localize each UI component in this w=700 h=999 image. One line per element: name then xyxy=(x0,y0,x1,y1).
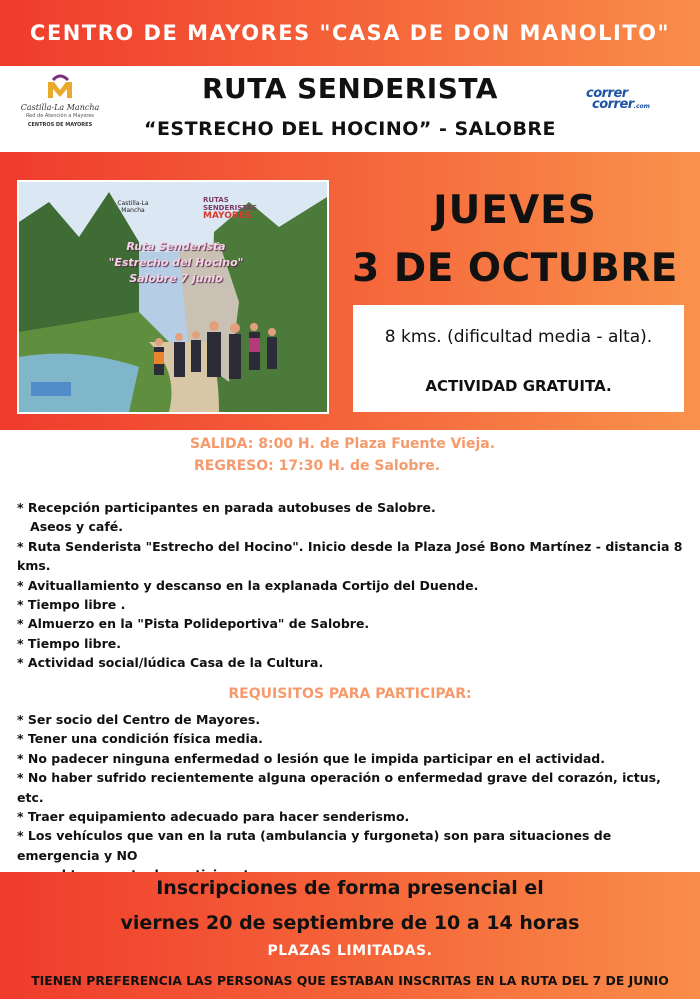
correr-logo-line1: correr xyxy=(586,86,628,101)
correr-logo-line2: correr xyxy=(592,97,634,112)
return-time: REGRESO: 17:30 H. de Salobre. xyxy=(194,458,441,474)
preference-note: TIENEN PREFERENCIA LAS PERSONAS QUE ESTABAN INSCRITAS EN LA RUTA DEL 7 DE JUNIO xyxy=(31,973,669,988)
rutas-line3: MAYORES xyxy=(203,211,252,221)
program-item: * Recepción participantes en parada autobuses de Salobre. xyxy=(17,500,436,515)
registration-line-1: Inscripciones de forma presencial el xyxy=(156,877,544,899)
photo-caption-1: Ruta Senderista xyxy=(126,240,226,253)
requirement-item: * No haber sufrido recientemente alguna operación o enfermedad grave del corazón, ictus, etc. xyxy=(17,770,661,805)
event-info-box xyxy=(353,305,684,412)
route-title: RUTA SENDERISTA xyxy=(202,72,498,105)
route-photo xyxy=(17,180,329,414)
requirement-item: * Traer equipamiento adecuado para hacer senderismo. xyxy=(17,809,410,825)
clm-logo-centers: CENTROS DE MAYORES xyxy=(27,122,93,128)
event-distance: 8 kms. (dificultad media - alta). xyxy=(384,327,653,347)
rutas-line2: SENDERISTAS xyxy=(203,204,258,212)
program-item: * Almuerzo en la "Pista Polideportiva" de Salobre. xyxy=(17,616,370,632)
top-banner xyxy=(0,0,700,66)
photo-logo-text: Castilla-La Mancha xyxy=(117,200,149,214)
event-day: JUEVES xyxy=(433,188,597,233)
event-date: 3 DE OCTUBRE xyxy=(352,246,678,291)
requirement-item: * Tener una condición física media. xyxy=(17,731,263,747)
photo-caption-2: "Estrecho del Hocino" xyxy=(108,256,244,269)
hikers-photo-illustration xyxy=(19,182,327,412)
limited-places: PLAZAS LIMITADAS. xyxy=(267,943,433,959)
program-list xyxy=(17,498,689,673)
program-item: * Actividad social/lúdica Casa de la Cultura. xyxy=(17,655,324,671)
clm-logo-name: Castilla-La Mancha xyxy=(20,103,100,112)
rutas-line1: RUTAS xyxy=(203,196,229,204)
route-subtitle: “ESTRECHO DEL HOCINO” - SALOBRE xyxy=(143,118,557,140)
requirements-list xyxy=(17,710,689,885)
requirements-heading: REQUISITOS PARA PARTICIPAR: xyxy=(228,686,472,702)
registration-banner xyxy=(0,872,700,999)
center-name: CENTRO DE MAYORES "CASA DE DON MANOLITO" xyxy=(30,21,670,45)
program-item: Aseos y café. xyxy=(17,519,124,535)
program-item: * Tiempo libre. xyxy=(17,635,121,651)
event-price: ACTIVIDAD GRATUITA. xyxy=(425,377,612,395)
program-item: * Ruta Senderista "Estrecho del Hocino". Inicio desde la Plaza José Bono Martínez - distancia 8 xyxy=(17,538,683,554)
requirement-item: * Los vehículos que van en la ruta (ambulancia y furgoneta) son para situaciones de emergencia y NO xyxy=(17,828,612,863)
program-item: kms. xyxy=(17,558,51,574)
clm-logo-network: Red de Atención a Mayores xyxy=(25,113,95,119)
program-item: * Tiempo libre . xyxy=(17,597,126,613)
correr-logo-domain: .com xyxy=(633,103,650,110)
rutas-mayores-badge xyxy=(203,196,257,220)
photo-caption-3: Salobre 7 junio xyxy=(129,272,223,285)
requirement-item: * No padecer ninguna enfermedad o lesión que le impida participar en el actividad. xyxy=(17,750,605,766)
requirement-item: * Ser socio del Centro de Mayores. xyxy=(17,712,261,727)
program-item: * Avituallamiento y descanso en la explanada Cortijo del Duende. xyxy=(17,577,479,593)
registration-line-2: viernes 20 de septiembre de 10 a 14 horas xyxy=(120,912,580,934)
departure-time: SALIDA: 8:00 H. de Plaza Fuente Vieja. xyxy=(190,436,496,452)
